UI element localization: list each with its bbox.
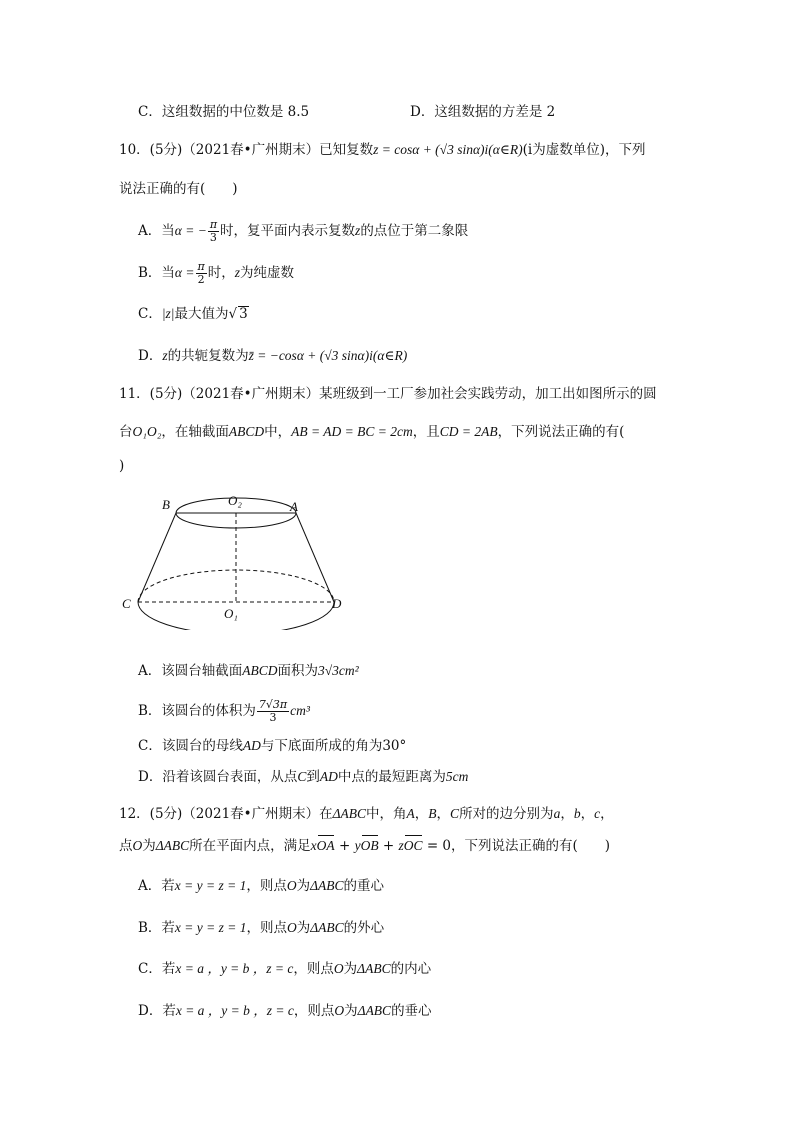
q10-option-a: A．当α = − $\frac{\pi}{3}$ 时，复平面内表示复数z的点位于第二象限 (138, 218, 469, 244)
frustum-generatrix-ad (296, 513, 334, 602)
q11-b-fraction: $\frac{7√3\pi}{3}$ (258, 698, 288, 724)
q12-option-c: C．若x = a ，y = b ，z = c，则点O为ΔABC的内心 (138, 961, 432, 977)
q12-option-d: D．若x = a ，y = b ，z = c，则点O为ΔABC的垂心 (138, 1003, 432, 1019)
q10-b-fraction: $\frac{\pi}{2}$ (197, 260, 205, 286)
label-c: C (122, 596, 131, 611)
q10-option-c: C．|z|最大值为√ 3 (138, 306, 248, 322)
vector-oc: OC (404, 836, 423, 856)
label-o1: O₁ (224, 606, 238, 621)
vector-ob: OB (361, 836, 379, 856)
frustum-generatrix-bc (138, 513, 176, 602)
q12-stem-line2: 点O为ΔABC所在平面内点，满足xOA + yOB + zOC = 0，下列说法正确的有( ) (119, 838, 611, 854)
q12-option-b: B．若x = y = z = 1，则点O为ΔABC的外心 (138, 920, 385, 936)
q10-c-sqrt: 3 (239, 306, 248, 322)
frustum-figure (118, 480, 358, 630)
q9-option-c: C．这组数据的中位数是 8.5 (138, 104, 310, 120)
q10-a-fraction: $\frac{\pi}{3}$ (209, 218, 218, 244)
label-a: A (290, 499, 298, 514)
q9-option-d: D．这组数据的方差是 2 (410, 104, 556, 120)
q11-stem-line3: ) (119, 458, 125, 474)
q11-stem-line1: 11．(5分)（2021春•广州期末）某班级到一工厂参加社会实践劳动，加工出如图所示的圆 (119, 386, 657, 402)
q12-stem-line1: 12．(5分)（2021春•广州期末）在ΔABC中，角A，B，C所对的边分别为a，b，c， (119, 806, 614, 822)
q11-option-a: A．该圆台轴截面ABCD面积为3√3cm² (138, 663, 359, 679)
q11-option-b: B．该圆台的体积为 $\frac{7√3\pi}{3}$ cm³ (138, 698, 310, 724)
q12-option-a: A．若x = y = z = 1，则点O为ΔABC的重心 (138, 878, 384, 894)
q10-stem-line1: 10．(5分)（2021春•广州期末）已知复数z = cosα + (√3 sinα)i(α∈R)(i为虚数单位)，下列 (119, 142, 646, 158)
q11-stem-line2: 台O₁O₂，在轴截面ABCD中，AB = AD = BC = 2cm，且CD = 2AB，下列说法正确的有( (119, 424, 625, 440)
q11-option-d: D．沿着该圆台表面，从点C到AD中点的最短距离为5cm (138, 769, 469, 785)
q11-option-c: C．该圆台的母线AD与下底面所成的角为30° (138, 738, 407, 754)
vector-oa: OA (317, 836, 335, 856)
q10-option-d: D．z的共轭复数为z̄ = −cosα + (√3 sinα)i(α∈R) (138, 348, 408, 364)
q10-stem-line2: 说法正确的有( ) (119, 181, 238, 197)
q10-option-b: B．当α = $\frac{\pi}{2}$ 时，z为纯虚数 (138, 260, 294, 286)
label-d: D (332, 596, 342, 611)
label-b: B (162, 497, 170, 512)
label-o2: O₂ (228, 493, 242, 508)
q10-complex-expr: z = cosα + (√3 sinα)i(α∈R) (373, 142, 523, 157)
q10-d-conjugate: z̄ = −cosα + (√3 sinα)i(α∈R) (248, 348, 408, 363)
